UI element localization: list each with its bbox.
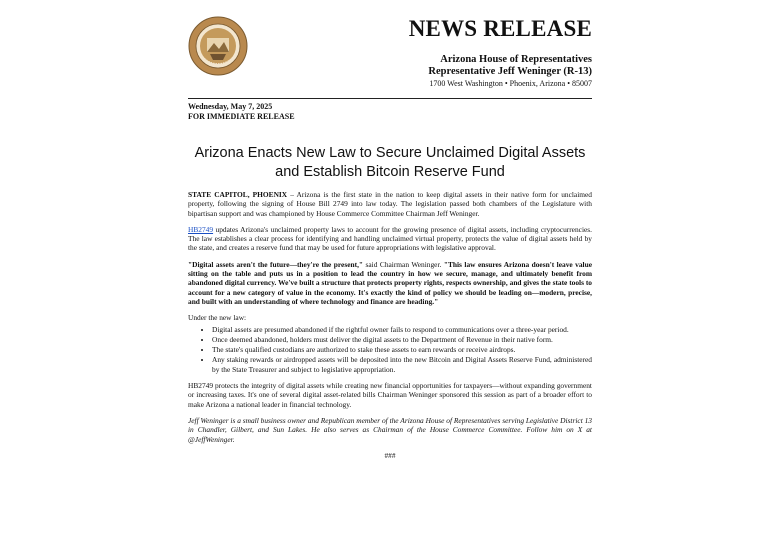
press-release-page	[188, 14, 592, 540]
arizona-house-seal-icon	[188, 16, 248, 76]
law-point: • Any staking rewards or airdropped assets will be deposited into the new Bitcoin and Digital Assets Reserve Fund, administered by the State Treasurer and subject to legislative appropriation.	[212, 355, 592, 374]
law-points-list	[188, 325, 592, 374]
quote-part-1: "Digital assets aren't the future—they're the present,"	[188, 259, 364, 269]
hb2749-link[interactable]: HB2749	[188, 224, 214, 234]
end-mark: ###	[384, 450, 396, 460]
intro-paragraph	[188, 190, 592, 218]
dateline	[188, 102, 295, 122]
law-point: • Once deemed abandoned, holders must deliver the digital assets to the Department of Revenue in their native form.	[212, 335, 592, 344]
law-point: • The state's qualified custodians are authorized to stake these assets to earn rewards or receive airdrops.	[212, 345, 592, 354]
org-name: Arizona House of Representatives	[440, 54, 592, 65]
headline: Arizona Enacts New Law to Secure Unclaimed Digital Assets and Establish Bitcoin Reserve Fund	[194, 145, 586, 180]
release-body	[188, 190, 592, 460]
office-address: 1700 West Washington • Phoenix, Arizona • 85007	[429, 79, 592, 88]
closing-paragraph: HB2749 protects the integrity of digital assets while creating new financial opportunities for taxpayers—without expanding government or increasing taxes. It's one of several digital asset-related bills Chairman Weninger sponsored this session as part of a broader effort to make Arizona a national leader in financial technology.	[188, 381, 592, 409]
representative-name: Representative Jeff Weninger (R-13)	[428, 66, 592, 77]
news-release-title: NEWS RELEASE	[408, 16, 592, 41]
law-point: • Digital assets are presumed abandoned if the rightful owner fails to respond to communications over a three-year period.	[212, 325, 592, 334]
intro-text: – Arizona is the first state in the nation to keep digital assets in their native form for unclaimed property, following the signing of House Bill 2749 into law today. The legislation passed both chambers of the Legislature with bipartisan support and was championed by House Commerce Committee Chairman Jeff Weninger.	[188, 190, 592, 218]
bill-paragraph-text: updates Arizona's unclaimed property laws to account for the growing presence of digital assets, including cryptocurrencies. The law establishes a clear process for identifying and handling unclaimed virtual property, protects the value of digital assets held by the state, and creates a reserve fund that may be used for future appropriations with legislative approval.	[188, 224, 592, 253]
header-divider	[188, 98, 592, 99]
bio-paragraph: Jeff Weninger is a small business owner and Republican member of the Arizona House of Representatives serving Legislative District 13 in Chandler, Gilbert, and Sun Lakes. He also serves as Chairman of the House Commerce Committee. Follow him on X at @JeffWeninger.	[188, 415, 592, 444]
intro-lead: STATE CAPITOL, PHOENIX	[188, 190, 288, 199]
quote-attribution: said Chairman Weninger.	[363, 259, 444, 269]
release-type: FOR IMMEDIATE RELEASE	[188, 112, 295, 121]
law-intro: Under the new law:	[188, 313, 247, 323]
bill-paragraph	[188, 225, 592, 253]
organization-block	[428, 54, 592, 90]
quote-paragraph	[188, 260, 592, 306]
quote-part-2: "This law ensures Arizona doesn't leave value sitting on the table and puts us in a position to lead the country in how we secure, manage, and ultimately benefit from abandoned digital currency. We've built a structure that protects property rights, respects ownership, and gives the state tools to account for a new category of value in the economy. It's exactly the kind of policy we should be leading on—modern, precise, and built with an understanding of where technology and finance are heading."	[188, 259, 593, 306]
release-date: Wednesday, May 7, 2025	[188, 102, 273, 111]
